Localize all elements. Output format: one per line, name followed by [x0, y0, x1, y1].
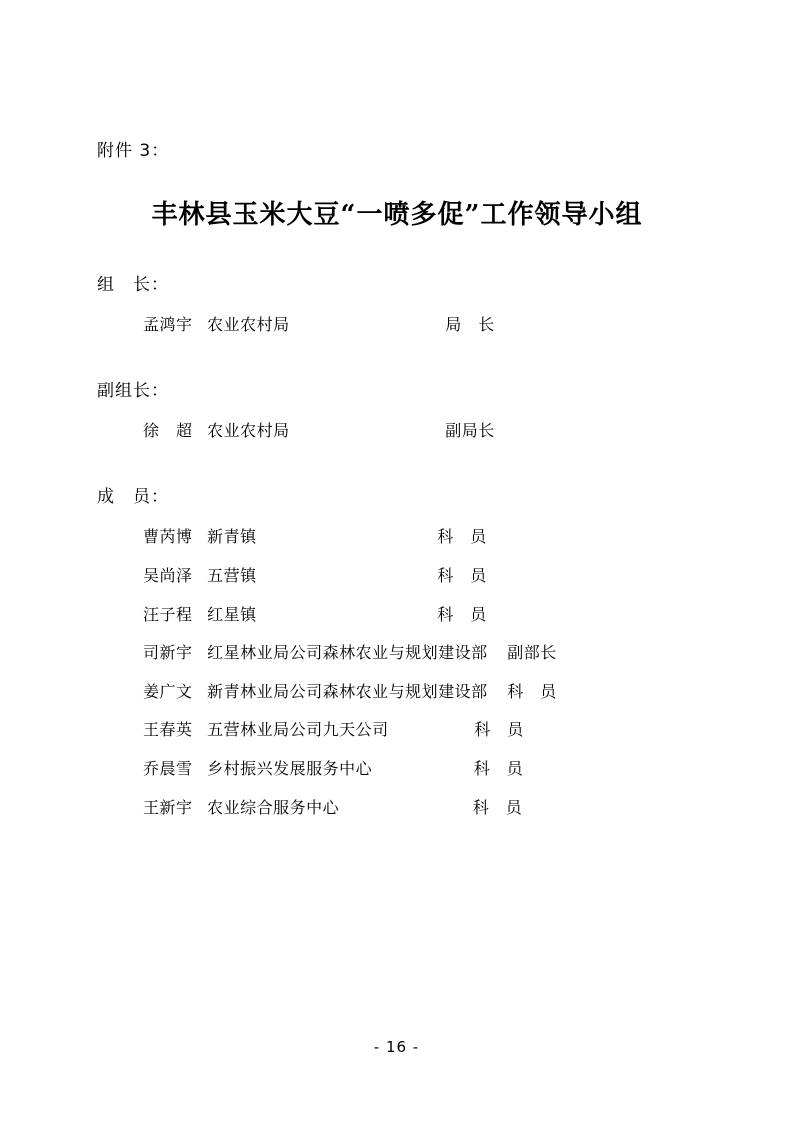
member-role: 科 员	[473, 759, 524, 779]
member-org: 红星林业局公司森林农业与规划建设部	[207, 643, 488, 663]
member-org: 五营林业局公司九天公司	[207, 720, 389, 740]
member-org: 乡村振兴发展服务中心	[207, 759, 373, 779]
list-item	[143, 602, 697, 628]
member-name: 王春英	[143, 720, 193, 740]
section-heading-members: 成 员：	[97, 486, 169, 507]
member-list-members	[97, 524, 697, 820]
member-org: 农业农村局	[207, 421, 290, 441]
list-item	[143, 717, 697, 743]
member-name: 汪子程	[143, 604, 193, 624]
list-item	[143, 563, 697, 589]
member-org: 红星镇	[207, 604, 257, 624]
member-role: 科 员	[437, 566, 487, 586]
member-role: 科 员	[437, 604, 487, 624]
member-role: 局 长	[445, 315, 495, 335]
member-role: 副局长	[445, 421, 495, 441]
section-members	[97, 485, 697, 820]
list-item	[143, 312, 697, 338]
member-name: 孟鸿宇	[143, 315, 193, 335]
list-item	[143, 795, 697, 821]
list-item	[143, 524, 697, 550]
member-list-leader	[97, 312, 697, 338]
list-item	[143, 418, 697, 444]
list-item	[143, 679, 697, 705]
member-name: 司新宇	[143, 643, 193, 663]
list-item	[143, 756, 697, 782]
member-name: 徐 超	[143, 421, 193, 441]
member-org: 农业综合服务中心	[207, 797, 340, 817]
section-deputy-leader	[97, 379, 697, 444]
list-item	[143, 640, 697, 666]
member-name: 王新宇	[143, 797, 193, 817]
member-name: 乔晨雪	[143, 759, 193, 779]
member-org: 新青镇	[207, 527, 257, 547]
page-title: 丰林县玉米大豆“一喷多促”工作领导小组	[151, 199, 643, 230]
member-name: 姜广文	[143, 681, 193, 701]
document-body	[97, 140, 697, 833]
member-role: 副部长	[507, 643, 557, 663]
page-number: - 16 -	[373, 1038, 420, 1056]
member-org: 农业农村局	[207, 315, 290, 335]
member-name: 吴尚泽	[143, 566, 193, 586]
section-heading-leader: 组 长：	[97, 274, 169, 295]
member-role: 科 员	[437, 527, 487, 547]
member-list-deputy-leader	[97, 418, 697, 444]
member-name: 曹芮博	[143, 527, 193, 547]
member-role: 科 员	[474, 720, 524, 740]
member-org: 五营镇	[207, 566, 257, 586]
section-leader	[97, 273, 697, 338]
section-heading-deputy-leader: 副组长：	[97, 380, 169, 401]
attachment-label: 附件 3：	[97, 141, 170, 161]
member-role: 科 员	[507, 681, 557, 701]
member-org: 新青林业局公司森林农业与规划建设部	[207, 681, 488, 701]
member-role: 科 员	[472, 797, 523, 817]
